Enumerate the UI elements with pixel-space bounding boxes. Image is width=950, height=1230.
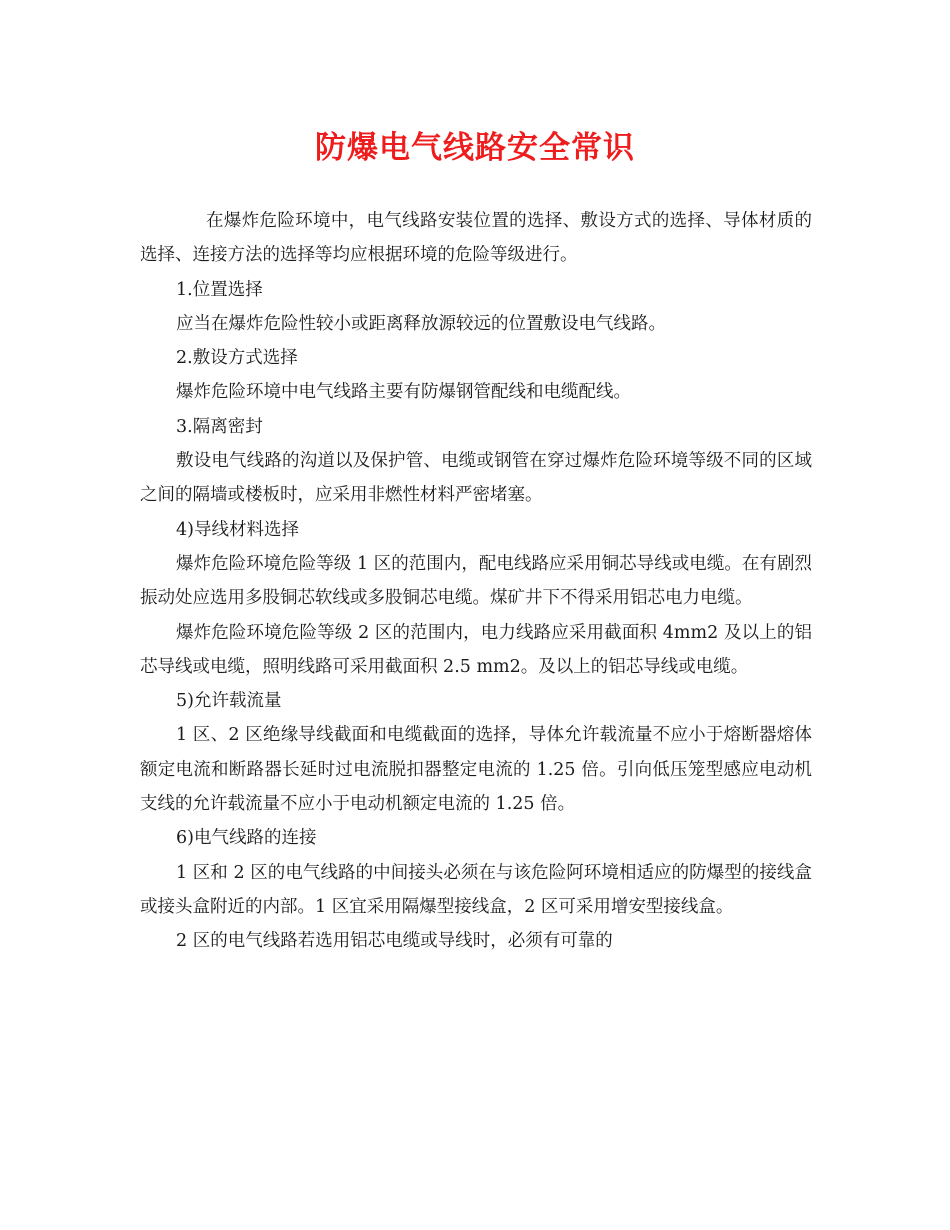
paragraph-sealing: 敷设电气线路的沟道以及保护管、电缆或钢管在穿过爆炸危险环境等级不同的区域之间的隔墙或楼板时，应采用非燃性材料严密堵塞。 <box>140 451 812 506</box>
section-heading-current: 5)允许载流量 <box>176 691 282 712</box>
paragraph-material-zone2: 爆炸危险环境危险等级 2 区的范围内，电力线路应采用截面积 4mm2 及以上的铝芯导线或电缆，照明线路可采用截面积 2.5 mm2。及以上的铝芯导线或电缆。 <box>140 622 812 677</box>
intro-paragraph: 在爆炸危险环境中，电气线路安装位置的选择、敷设方式的选择、导体材质的选择、连接方法的选择等均应根据环境的危险等级进行。 <box>140 211 812 266</box>
document-body <box>140 204 812 959</box>
paragraph-position: 应当在爆炸危险性较小或距离释放源较远的位置敷设电气线路。 <box>176 313 666 334</box>
paragraph-material-zone1: 爆炸危险环境危险等级 1 区的范围内，配电线路应采用铜芯导线或电缆。在有剧烈振动处应选用多股铜芯软线或多股铜芯电缆。煤矿井下不得采用铝芯电力电缆。 <box>140 553 812 609</box>
section-heading-material: 4)导线材料选择 <box>176 519 299 540</box>
paragraph-current: 1 区、2 区绝缘导线截面和电缆截面的选择，导体允许载流量不应小于熔断器熔体额定电流和断路器长延时过电流脱扣器整定电流的 1.25 倍。引向低压笼型感应电动机支线的允许载流量不应小于电动机额定电流的 1.25 倍。 <box>140 725 812 815</box>
section-heading-connection: 6)电气线路的连接 <box>176 828 317 849</box>
paragraph-zone2-aluminum: 2 区的电气线路若选用铝芯电缆或导线时，必须有可靠的 <box>176 931 613 952</box>
section-heading-sealing: 3.隔离密封 <box>176 416 263 437</box>
section-heading-laying: 2.敷设方式选择 <box>176 348 298 369</box>
section-heading-position: 1.位置选择 <box>176 279 263 300</box>
document-title: 防爆电气线路安全常识 <box>315 130 635 166</box>
paragraph-connection: 1 区和 2 区的电气线路的中间接头必须在与该危险阿环境相适应的防爆型的接线盒或接头盒附近的内部。1 区宜采用隔爆型接线盒，2 区可采用增安型接线盒。 <box>140 862 812 917</box>
paragraph-laying: 爆炸危险环境中电气线路主要有防爆钢管配线和电缆配线。 <box>176 382 631 403</box>
